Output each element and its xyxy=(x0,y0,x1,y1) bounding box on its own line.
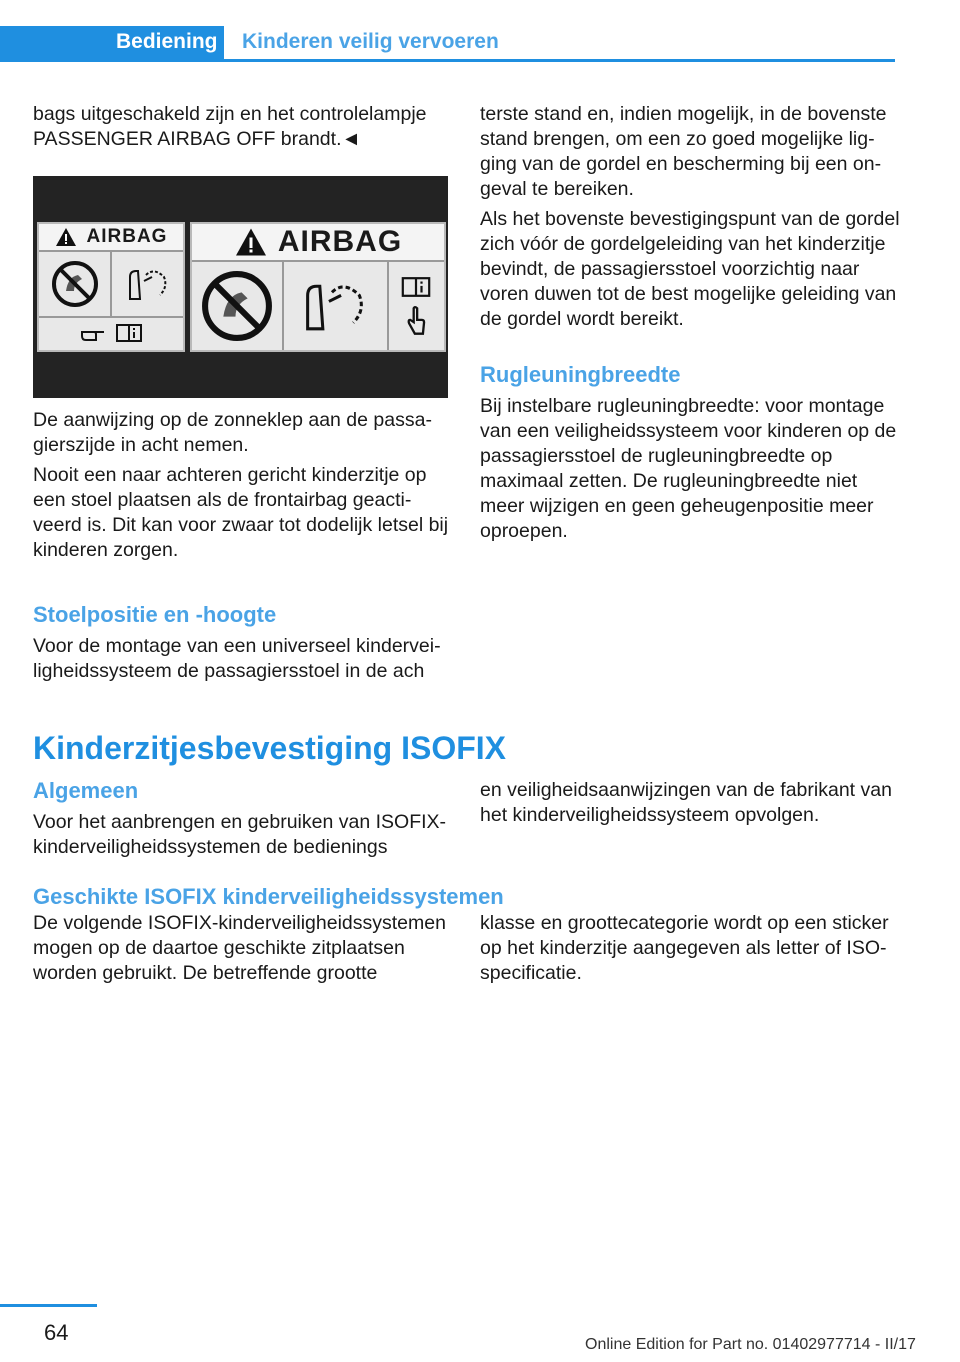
footer-divider xyxy=(0,1304,97,1307)
hand-pointer-icon xyxy=(80,324,106,342)
right-column-intro xyxy=(480,102,900,337)
paragraph: bags uitgeschakeld zijn en het controlelampje PASSENGER AIRBAG OFF brandt.◄ xyxy=(33,103,427,150)
header-divider xyxy=(224,59,895,62)
left-column-intro xyxy=(33,102,453,157)
manual-icon xyxy=(116,323,142,343)
heading-geschikte-isofix: Geschikte ISOFIX kinderveiligheidssystemen xyxy=(33,884,504,909)
heading-stoelpositie: Stoelpositie en -hoogte xyxy=(33,602,277,627)
breadcrumb-section[interactable]: Kinderen veilig vervoeren xyxy=(242,30,499,53)
left-column-stoelpositie xyxy=(33,634,453,689)
paragraph: Als het bovenste bevestigingspunt van de gordel zich vóór de gordelgeleiding van het kinderzitje bevindt, de passagiersstoel voorzichtig naar voren duwen tot de best mogelijke geleiding van de gordel wordt bereikt. xyxy=(480,208,900,330)
heading-rugleuningbreedte: Rugleuningbreedte xyxy=(480,362,681,387)
hand-pointer-icon xyxy=(405,306,427,336)
tab-bediening[interactable]: Bediening xyxy=(0,26,224,62)
paragraph: Voor het aanbrengen en gebruiken van ISOFIX-kinderveiligheidssystemen de bedienings xyxy=(33,811,447,858)
paragraph: terste stand en, indien mogelijk, in de bovenste stand brengen, om een zo goed mogelijke ligging van de gordel en bescherming bij een ongeval te bereiken. xyxy=(480,103,887,200)
paragraph: klasse en groottecategorie wordt op een sticker op het kinderzitje aangegeven als letter of ISO-specificatie. xyxy=(480,912,889,984)
airbag-label-small xyxy=(37,222,185,352)
airbag-label-text: AIRBAG xyxy=(277,225,403,258)
airbag-label-text: AIRBAG xyxy=(86,226,168,247)
page-number: 64 xyxy=(44,1320,69,1345)
left-column-geschikte xyxy=(33,911,453,991)
warning-icon xyxy=(55,227,77,247)
paragraph: en veiligheidsaanwijzingen van de fabrikant van het kinderveiligheidssysteem opvolgen. xyxy=(480,779,892,826)
heading-isofix: Kinderzitjesbevestiging ISOFIX xyxy=(33,730,506,766)
airbag-deploy-icon xyxy=(291,268,379,344)
right-column-rugleuning xyxy=(480,394,900,549)
heading-algemeen: Algemeen xyxy=(33,778,139,803)
airbag-deploy-icon xyxy=(120,259,176,309)
paragraph: De aanwijzing op de zonneklep aan de passagierszijde in acht nemen. xyxy=(33,409,432,456)
right-column-algemeen xyxy=(480,778,900,833)
manual-icon xyxy=(401,276,431,298)
paragraph: Nooit een naar achteren gericht kinderzitje op een stoel plaatsen als de frontairbag geactiveerd is. Dit kan voor zwaar tot dodelijk letsel bij kinderen zorgen. xyxy=(33,464,449,561)
paragraph: De volgende ISOFIX-kinderveiligheidssystemen mogen op de daartoe geschikte zitplaatsen worden gebruikt. De betreffende grootte xyxy=(33,912,446,984)
airbag-label-large xyxy=(190,222,446,352)
paragraph: Voor de montage van een universeel kinderveiligheidssysteem de passagiersstoel in de ach xyxy=(33,635,441,682)
airbag-warning-figure xyxy=(33,176,448,398)
no-rear-facing-seat-icon xyxy=(50,259,100,309)
left-column-algemeen xyxy=(33,810,453,865)
paragraph: Bij instelbare rugleuningbreedte: voor montage van een veiligheidssysteem voor kinderen op de passagiersstoel de rugleuningbreedte op maximaal zetten. De rugleuningbreedte niet meer wijzigen en geen geheugenpositie meer oproepen. xyxy=(480,395,897,542)
edition-note: Online Edition for Part no. 01402977714 - II/17 xyxy=(585,1336,916,1353)
left-column-notes xyxy=(33,408,453,568)
page-header xyxy=(0,0,960,64)
right-column-geschikte xyxy=(480,911,900,991)
warning-icon xyxy=(234,227,268,257)
no-rear-facing-seat-icon xyxy=(199,268,275,344)
